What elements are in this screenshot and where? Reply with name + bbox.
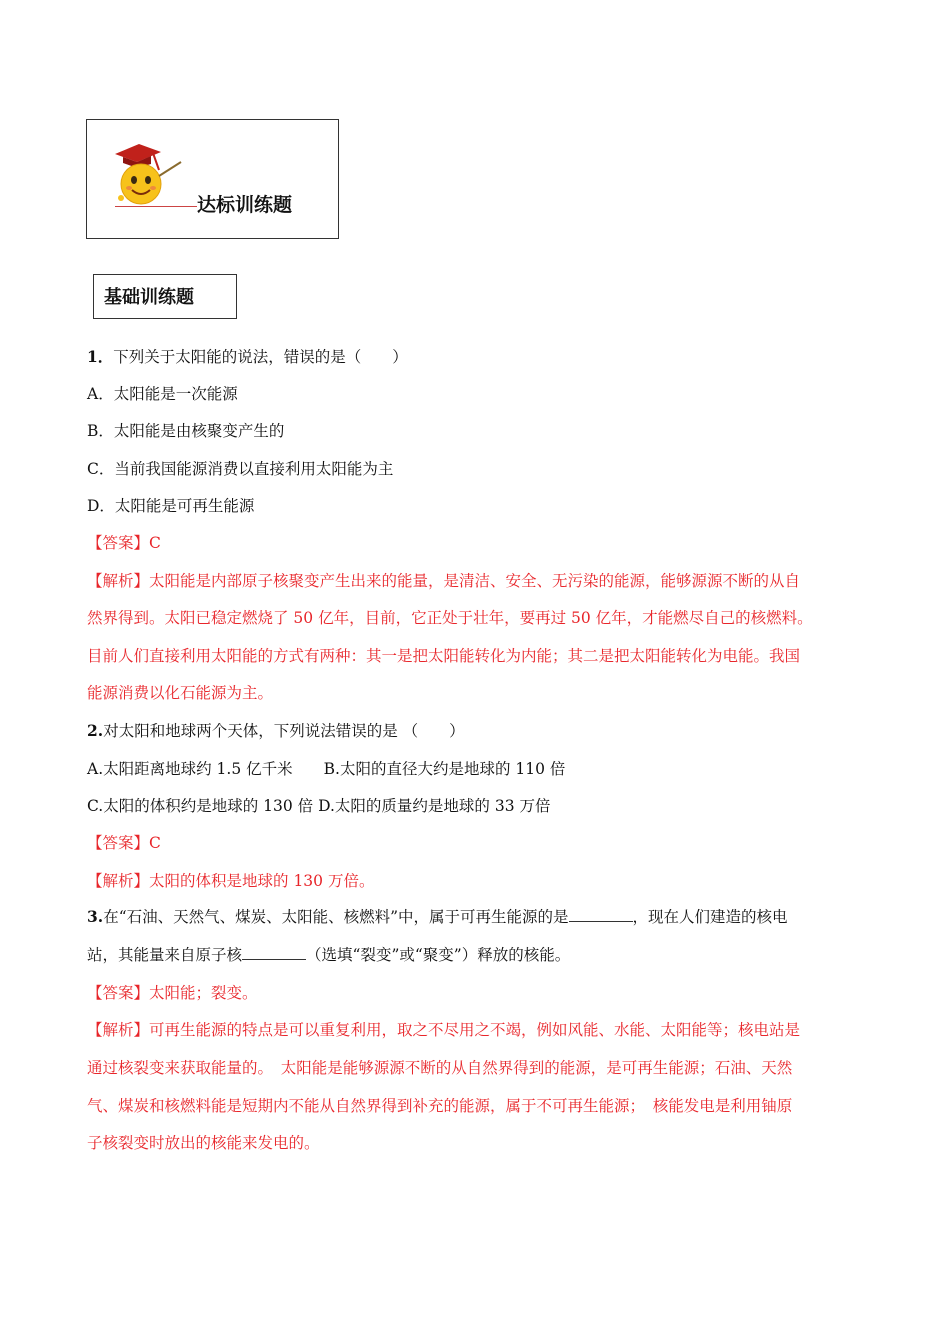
q3-stem-line2-part2: （选填“裂变”或“聚变”）释放的核能。: [306, 946, 571, 964]
q1-answer-value: C: [149, 534, 161, 552]
q3-stem-part2: ，现在人们建造的核电: [632, 908, 788, 926]
section-title: 基础训练题: [104, 287, 194, 308]
q1-number: 1．: [87, 347, 114, 366]
q2-stem-text: 对太阳和地球两个天体，下列说法错误的是 （ ）: [103, 722, 465, 740]
q1-analysis-line: 目前人们直接利用太阳能的方式有两种：其一是把太阳能转化为内能；其二是把太阳能转化为电能。我国: [87, 647, 801, 665]
q1-answer-label: 【答案】: [87, 534, 150, 552]
q3-analysis-line: 通过核裂变来获取能量的。 太阳能是能够源源不断的从自然界得到的能源，是可再生能源；石油、天然: [87, 1059, 793, 1077]
q2-options-row1: A.太阳距离地球约 1.5 亿千米 B.太阳的直径大约是地球的 110 倍: [87, 760, 566, 778]
q1-analysis-line: [87, 570, 800, 592]
q1-stem-text: 下列关于太阳能的说法，错误的是（ ）: [113, 348, 408, 366]
q3-analysis-label: 【解析】: [87, 1021, 150, 1039]
q3-answer: [87, 982, 258, 1004]
header-banner: [86, 119, 339, 239]
q3-analysis-line: [87, 1019, 800, 1041]
q1-analysis-line: 然界得到。太阳已稳定燃烧了 50 亿年，目前，它正处于壮年，要再过 50 亿年，才能燃尽自己的核燃料。: [87, 609, 813, 627]
q2-analysis-label: 【解析】: [87, 872, 150, 890]
q1-analysis-line: 能源消费以化石能源为主。: [87, 684, 274, 702]
q2-answer: [87, 832, 161, 854]
q3-answer-label: 【答案】: [87, 984, 150, 1002]
q1-analysis-label: 【解析】: [87, 572, 150, 590]
q3-stem-line1: [87, 906, 788, 928]
q2-number: 2.: [87, 721, 104, 740]
q1-answer: [87, 532, 161, 554]
q2-answer-label: 【答案】: [87, 834, 150, 852]
section-heading-box: [93, 274, 237, 319]
q3-stem-line2-part1: 站，其能量来自原子核: [87, 946, 243, 964]
q3-analysis-text: 可再生能源的特点是可以重复利用，取之不尽用之不竭，例如风能、水能、太阳能等；核电站是: [149, 1021, 801, 1039]
q3-blank-1: [569, 907, 633, 922]
q3-blank-2: [242, 945, 306, 960]
q2-stem: [87, 720, 465, 742]
page-title: 达标训练题: [197, 194, 293, 216]
q3-stem-line2: [87, 944, 570, 966]
q2-analysis-text: 太阳的体积是地球的 130 万倍。: [149, 872, 375, 890]
q1-option-b: B．太阳能是由核聚变产生的: [87, 422, 285, 440]
q3-analysis-line: 气、煤炭和核燃料能是短期内不能从自然界得到补充的能源，属于不可再生能源； 核能发电是利用铀原: [87, 1097, 793, 1115]
q2-options-row2: C.太阳的体积约是地球的 130 倍 D.太阳的质量约是地球的 33 万倍: [87, 797, 551, 815]
title-underline: [115, 206, 197, 207]
q3-analysis-line: 子核裂变时放出的核能来发电的。: [87, 1134, 320, 1152]
q1-option-c: C．当前我国能源消费以直接利用太阳能为主: [87, 460, 394, 478]
q3-number: 3.: [87, 907, 104, 926]
graduate-mascot-icon: [109, 132, 187, 212]
q1-option-d: D．太阳能是可再生能源: [87, 497, 255, 515]
q3-answer-value: 太阳能；裂变。: [149, 984, 258, 1002]
q1-stem: [87, 346, 408, 368]
q3-stem-part1: 在“石油、天然气、煤炭、太阳能、核燃料”中，属于可再生能源的是: [103, 908, 569, 926]
q2-analysis: [87, 870, 374, 892]
q1-analysis-text: 太阳能是内部原子核聚变产生出来的能量，是清洁、安全、无污染的能源，能够源源不断的从自: [149, 572, 801, 590]
q1-option-a: A．太阳能是一次能源: [87, 385, 238, 403]
q2-answer-value: C: [149, 834, 161, 852]
